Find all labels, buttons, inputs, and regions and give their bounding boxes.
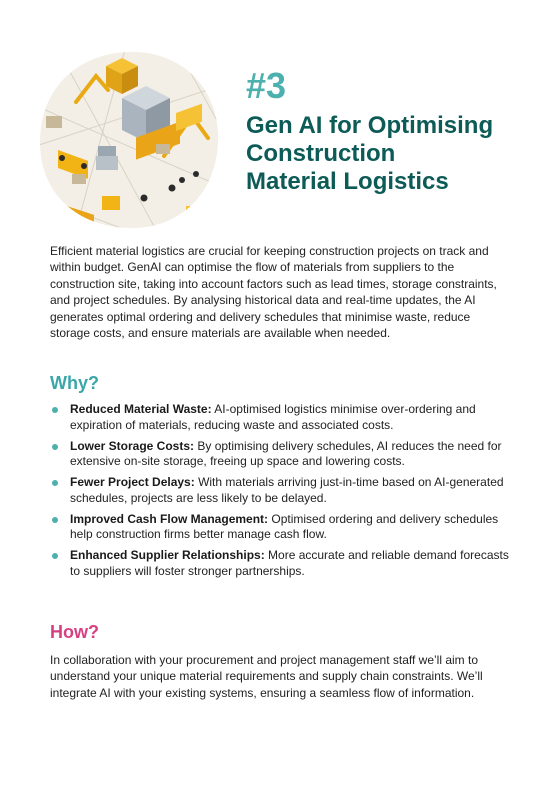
section-number: #3: [246, 65, 287, 106]
bullet-icon: [52, 517, 58, 523]
benefit-title: Lower Storage Costs:: [70, 438, 195, 453]
benefit-title: Enhanced Supplier Relationships:: [70, 548, 265, 562]
benefit-text: By optimising delivery schedules, AI reduces the need for extensive on-site storage, freeing up space and lowering costs.: [70, 438, 502, 468]
how-paragraph: In collaboration with your procurement and project management staff we’ll aim to understand your unique material requirements and supply chain constraints. We’ll integrate AI with your existing systems, ensuring a seamless flow of information.: [50, 653, 483, 700]
intro-paragraph: Efficient material logistics are crucial for keeping construction projects on track and within budget. GenAI can optimise the flow of materials from suppliers to the construction site, taking into account factors such as lead times, storage constraints, and project schedules. By analysing historical data and real-time updates, the AI generates optimal ordering and delivery schedules that minimise waste, reduce storage costs, and ensure materials are available when needed.: [50, 244, 497, 341]
benefit-title: Fewer Project Delays:: [70, 475, 195, 489]
heading-block: [246, 66, 546, 196]
title-line-2: Construction: [246, 140, 396, 167]
bullet-icon: [52, 444, 58, 450]
list-item: [50, 548, 510, 579]
bullet-icon: [52, 553, 58, 559]
list-item: [50, 475, 510, 506]
benefit-text: Optimised ordering and delivery schedules help construction firms better manage cash flow.: [70, 511, 499, 541]
benefit-title: Reduced Material Waste:: [70, 402, 212, 416]
benefit-text: With materials arriving just-in-time based on AI-generated schedules, projects are less likely to be delayed.: [70, 475, 504, 505]
benefit-title: Improved Cash Flow Management:: [70, 511, 269, 526]
list-item: [50, 402, 510, 433]
benefits-list: [50, 402, 510, 585]
benefit-text: AI-optimised logistics minimise over-ordering and expiration of materials, reducing waste and associated costs.: [70, 402, 476, 432]
bullet-icon: [52, 407, 58, 413]
list-item: [50, 512, 510, 543]
why-heading: Why?: [50, 373, 99, 393]
benefit-text: More accurate and reliable demand forecasts to suppliers will foster stronger partnerships.: [70, 548, 509, 578]
bullet-icon: [52, 480, 58, 486]
list-item: [50, 439, 510, 470]
title-line-3: Material Logistics: [246, 168, 449, 195]
how-heading: How?: [50, 622, 99, 642]
construction-illustration: [36, 46, 220, 230]
page-title: [246, 112, 546, 196]
title-line-1: Gen AI for Optimising: [246, 112, 494, 139]
